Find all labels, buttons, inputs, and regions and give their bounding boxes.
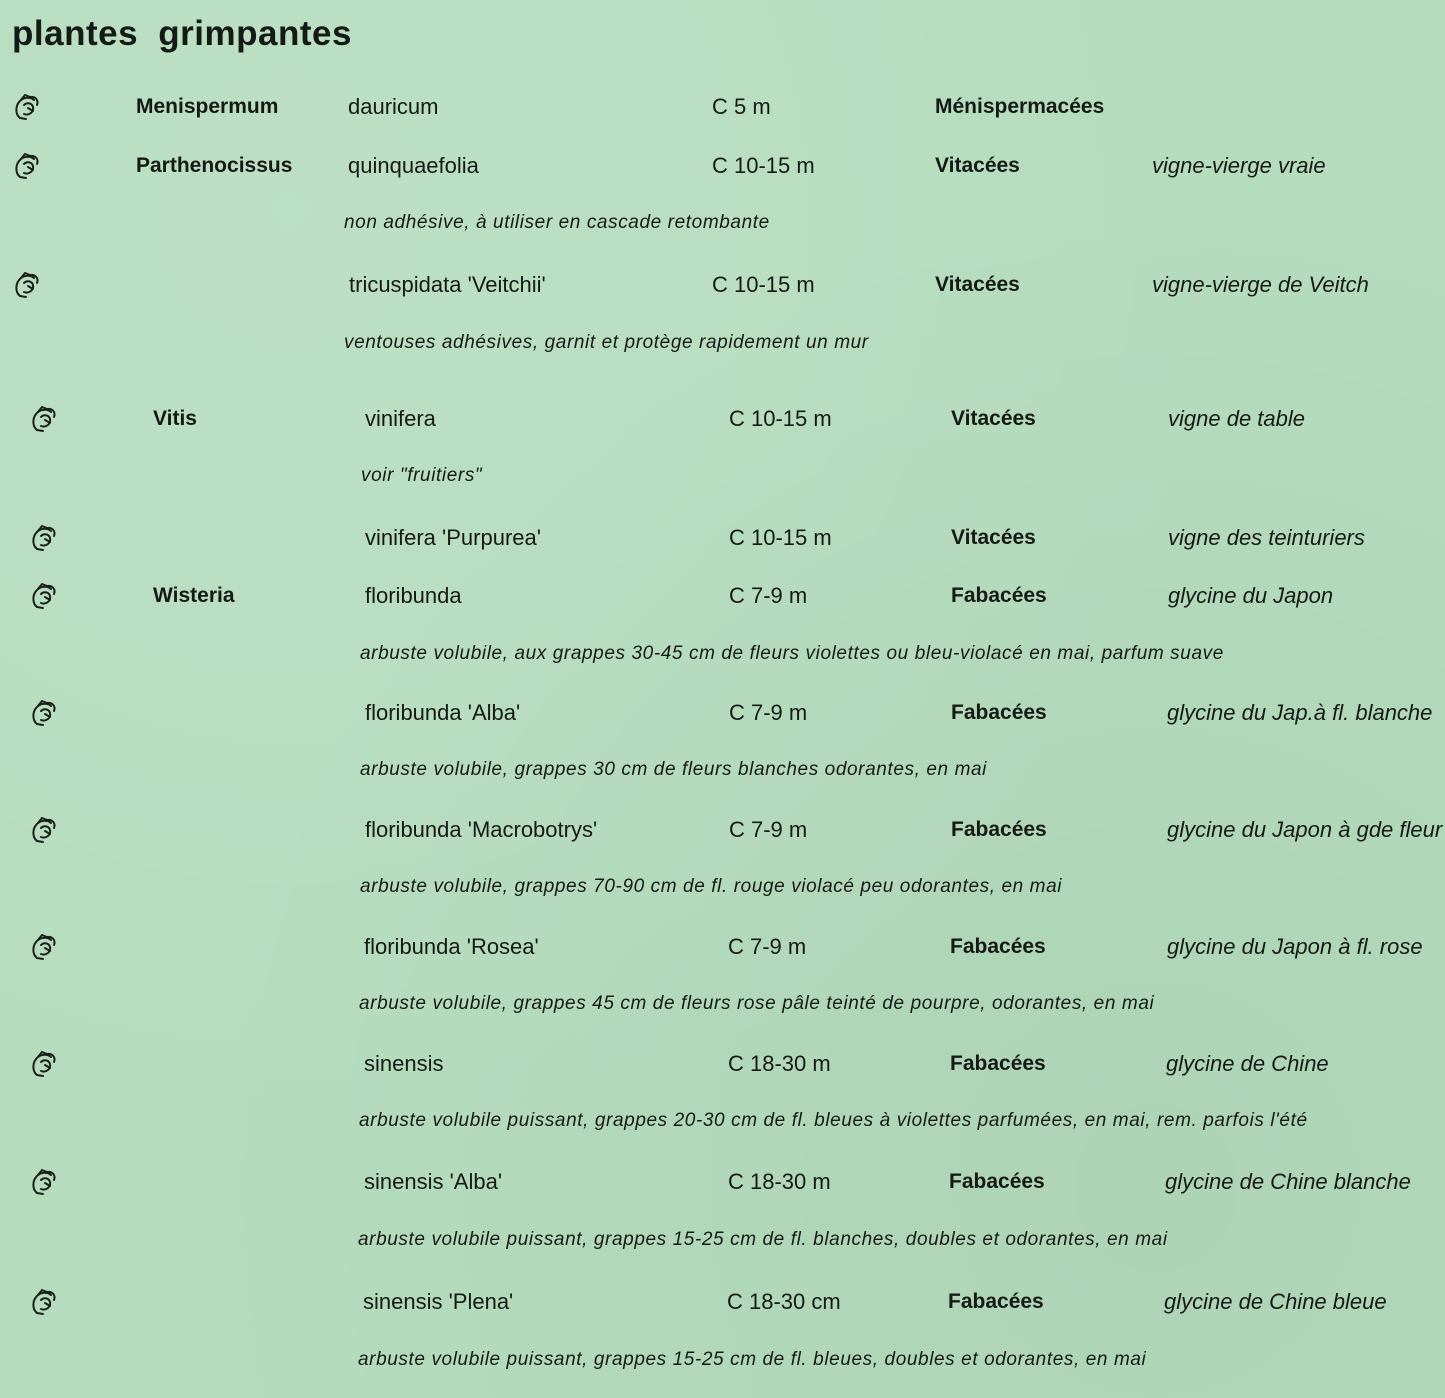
plant-size: C 10-15 m [712, 153, 815, 178]
plant-family: Ménispermacées [935, 95, 1105, 118]
plant-family: Fabacées [951, 818, 1047, 841]
common-name: glycine de Chine bleue [1164, 1289, 1387, 1314]
species-name: sinensis 'Plena' [363, 1289, 514, 1314]
plant-entry [0, 522, 1445, 554]
climbing-plant-icon [29, 1286, 61, 1318]
plant-size: C 5 m [712, 94, 771, 119]
plant-family: Vitacées [935, 273, 1020, 296]
species-name: quinquaefolia [348, 153, 479, 178]
genus-name: Menispermum [136, 95, 279, 118]
plant-entry [0, 403, 1445, 435]
plant-family: Fabacées [949, 1170, 1045, 1193]
climbing-plant-icon [29, 814, 61, 846]
plant-entry [0, 814, 1445, 846]
common-name: vigne des teinturiers [1168, 525, 1365, 550]
common-name: glycine de Chine blanche [1165, 1169, 1411, 1194]
plant-entry [0, 269, 1445, 301]
climbing-plant-icon [29, 697, 61, 729]
species-name: floribunda [365, 583, 462, 608]
plant-note: non adhésive, à utiliser en cascade retombante [344, 212, 770, 233]
plant-entry [0, 1286, 1445, 1318]
species-name: floribunda 'Alba' [365, 700, 521, 725]
plant-family: Fabacées [951, 584, 1047, 607]
species-name: vinifera [365, 406, 436, 431]
species-name: floribunda 'Rosea' [364, 934, 539, 959]
plant-note: ventouses adhésives, garnit et protège rapidement un mur [344, 332, 869, 353]
plant-size: C 10-15 m [712, 272, 815, 297]
plant-entry [0, 1048, 1445, 1080]
species-name: sinensis 'Alba' [364, 1169, 503, 1194]
plant-entry [0, 150, 1445, 182]
plant-size: C 7-9 m [729, 817, 808, 842]
plant-entry [0, 1166, 1445, 1198]
plant-size: C 7-9 m [729, 583, 808, 608]
climbing-plant-icon [29, 931, 61, 963]
plant-size: C 18-30 m [728, 1169, 831, 1194]
species-name: floribunda 'Macrobotrys' [365, 817, 598, 842]
species-name: sinensis [364, 1051, 444, 1076]
page-title: plantes grimpantes [12, 14, 352, 53]
plant-note: arbuste volubile, grappes 30 cm de fleurs blanches odorantes, en mai [360, 759, 987, 780]
plant-note: voir "fruitiers" [361, 465, 483, 486]
plant-family: Fabacées [948, 1290, 1044, 1313]
plant-size: C 10-15 m [729, 406, 832, 431]
climbing-plant-icon [29, 522, 61, 554]
species-name: vinifera 'Purpurea' [365, 525, 541, 550]
plant-size: C 7-9 m [728, 934, 807, 959]
genus-name: Vitis [153, 407, 197, 430]
plant-family: Vitacées [951, 526, 1036, 549]
climbing-plant-icon [29, 580, 61, 612]
common-name: glycine du Japon [1168, 583, 1334, 608]
climbing-plant-icon [12, 91, 44, 123]
plant-family: Fabacées [950, 1052, 1046, 1075]
climbing-plant-icon [12, 150, 44, 182]
plant-size: C 7-9 m [729, 700, 808, 725]
plant-entry [0, 91, 1445, 123]
plant-note: arbuste volubile puissant, grappes 15-25 cm de fl. blanches, doubles et odorantes, en mai [358, 1229, 1168, 1250]
plant-note: arbuste volubile puissant, grappes 20-30 cm de fl. bleues à violettes parfumées, en mai, rem. parfois l'été [359, 1110, 1308, 1131]
plant-family: Vitacées [951, 407, 1036, 430]
plant-size: C 10-15 m [729, 525, 832, 550]
common-name: glycine de Chine [1166, 1051, 1329, 1076]
common-name: glycine du Jap.à fl. blanche [1167, 700, 1433, 725]
common-name: glycine du Japon à fl. rose [1167, 934, 1423, 959]
species-name: dauricum [348, 94, 439, 119]
climbing-plant-icon [29, 1166, 61, 1198]
plant-note: arbuste volubile, aux grappes 30-45 cm de fleurs violettes ou bleu-violacé en mai, parfum suave [360, 643, 1224, 664]
climbing-plant-icon [12, 269, 44, 301]
plant-family: Fabacées [950, 935, 1046, 958]
plant-entry [0, 697, 1445, 729]
common-name: glycine du Japon à gde fleur [1167, 817, 1443, 842]
plant-entry [0, 931, 1445, 963]
climbing-plant-icon [29, 1048, 61, 1080]
plant-size: C 18-30 cm [727, 1289, 841, 1314]
plant-note: arbuste volubile puissant, grappes 15-25 cm de fl. bleues, doubles et odorantes, en mai [358, 1349, 1147, 1370]
plant-family: Fabacées [951, 701, 1047, 724]
common-name: vigne-vierge vraie [1152, 153, 1326, 178]
common-name: vigne-vierge de Veitch [1152, 272, 1369, 297]
genus-name: Parthenocissus [136, 154, 293, 177]
plant-family: Vitacées [935, 154, 1020, 177]
climbing-plant-icon [29, 403, 61, 435]
plant-entry [0, 580, 1445, 612]
genus-name: Wisteria [153, 584, 235, 607]
common-name: vigne de table [1168, 406, 1305, 431]
plant-note: arbuste volubile, grappes 45 cm de fleurs rose pâle teinté de pourpre, odorantes, en mai [359, 993, 1155, 1014]
plant-size: C 18-30 m [728, 1051, 831, 1076]
plant-note: arbuste volubile, grappes 70-90 cm de fl. rouge violacé peu odorantes, en mai [360, 876, 1063, 897]
species-name: tricuspidata 'Veitchii' [349, 272, 546, 297]
